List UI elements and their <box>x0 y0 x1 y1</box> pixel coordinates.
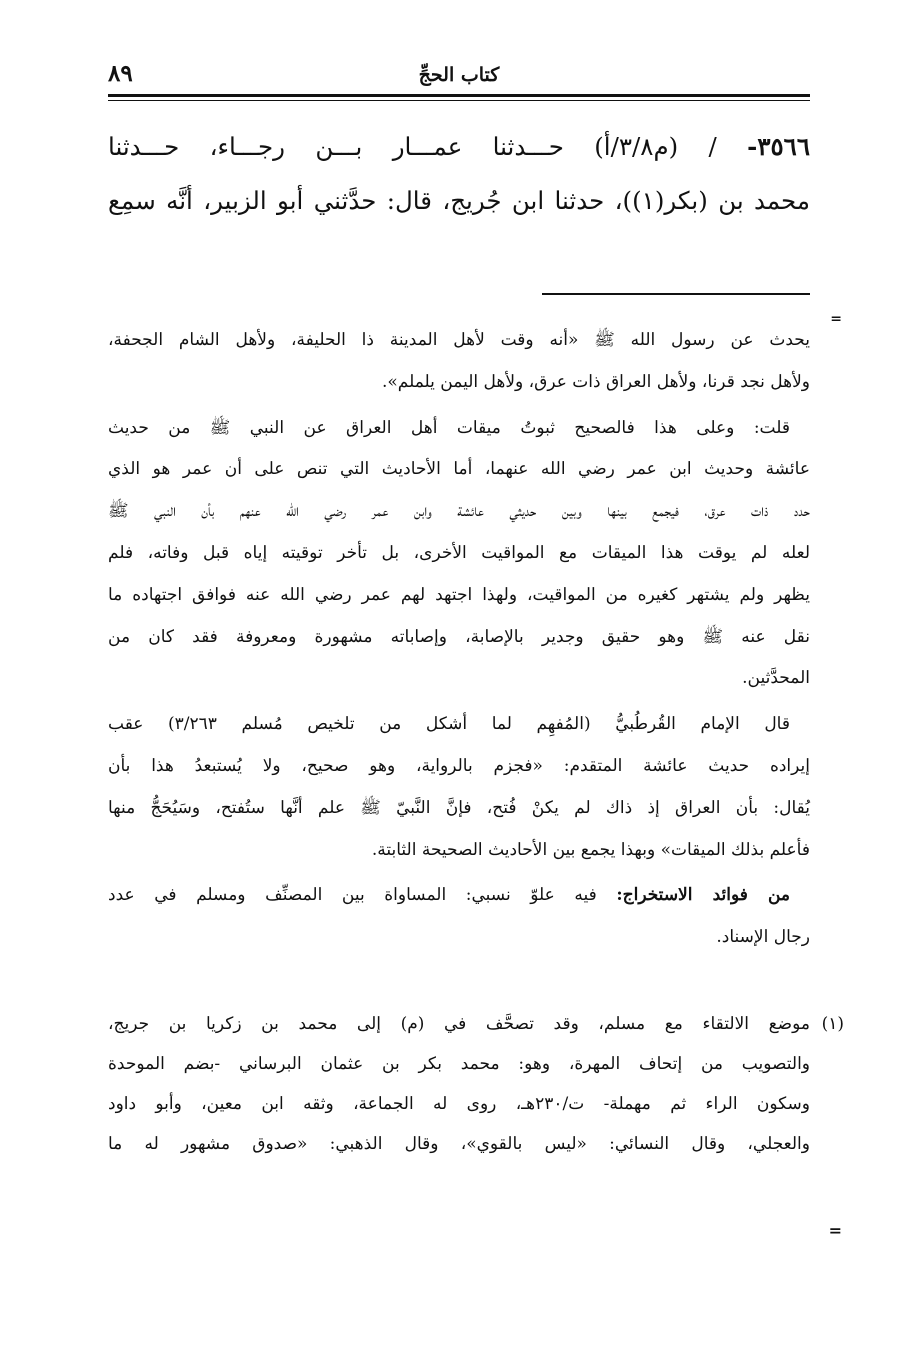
hadith-number: ٣٥٦٦- <box>747 132 810 161</box>
footnote <box>108 1004 844 1164</box>
text-line: إيراده حديث عائشة المتقدم: «فجزم بالرواية، وهو صحيح، ولا يُستبعدُ هذا بأن <box>108 755 810 776</box>
page-number: ٨٩ <box>108 60 133 87</box>
text-line: يظهر ولم يشتهر كغيره من المواقيت، ولهذا اجتهد لهم عمر رضي الله عنه فوافق اجتهاده ما <box>108 584 810 605</box>
text-line-rest: فيه علوّ نسبي: المساواة بين المصنِّف ومسلم في عدد <box>108 885 597 906</box>
text-line: فأعلم بذلك الميقات» وبهذا يجمع بين الأحاديث الصحيحة الثابتة. <box>371 839 810 860</box>
commentary-separator <box>542 293 810 295</box>
commentary <box>108 320 810 959</box>
book-title: كتاب الحجِّ <box>418 64 500 86</box>
commentary-paragraph-1 <box>108 320 810 404</box>
text-line: رجال الإسناد. <box>716 927 810 948</box>
footnote-line: والتصويب من إتحاف المهرة، وهو: محمد بكر بن عثمان البرساني -بضم الموحدة <box>108 1054 810 1074</box>
header-rule-thin <box>108 100 810 101</box>
commentary-paragraph-2 <box>108 408 810 701</box>
commentary-paragraph-4 <box>108 875 810 959</box>
text-line <box>108 875 810 917</box>
continuation-mark: = <box>830 311 842 327</box>
hadith-text <box>108 120 810 228</box>
hadith-line-2: محمد بن (بكر(١))، حدثنا ابن جُريج، قال: حدَّثني أبو الزبير، أنَّه سمِع <box>108 186 810 215</box>
footnote-continuation-mark: = <box>828 1221 842 1240</box>
commentary-paragraph-3 <box>108 704 810 871</box>
text-line: حدد ذات عرق، فيجمع بينها وبين حديثي عائشة وابن عمر رضي الله عنهم بأن النبي ﷺ <box>108 501 810 522</box>
footnote-body <box>108 1004 810 1164</box>
footnote-line: موضع الالتقاء مع مسلم، وقد تصحَّف في (م) إلى محمد بن زكريا بن جريج، <box>108 1014 810 1034</box>
footnote-line: وسكون الراء ثم مهملة- ت/٢٣٠هـ، روى له الجماعة، وثقه ابن معين، وأبو داود <box>108 1094 810 1114</box>
text-line: قال الإمام القُرطُبيُّ (المُفهِم لما أشكل من تلخيص مُسلم ٣/٢٦٣) عقب <box>108 714 790 735</box>
hadith-line-1 <box>108 120 810 174</box>
text-line: ولأهل نجد قرنا، ولأهل العراق ذات عرق، ولأهل اليمن يلملم». <box>381 371 810 392</box>
text-line: يحدث عن رسول الله ﷺ «أنه وقت لأهل المدينة ذا الحليفة، ولأهل الشام الجحفة، <box>108 330 810 350</box>
text-line: قلت: وعلى هذا فالصحيح ثبوتُ ميقات أهل العراق عن النبي ﷺ من حديث <box>108 417 790 438</box>
text-line: نقل عنه ﷺ وهو حقيق وجدير بالإصابة، وإصاباته مشهورة ومعروفة فقد كان من <box>108 626 810 647</box>
text-line: يُقال: بأن العراق إذ ذاك لم يكنْ فُتح، فإنَّ النَّبيّ ﷺ علم أنَّها ستُفتح، وسَيُحَجُّ منها <box>108 797 810 818</box>
text-line: المحدَّثين. <box>742 668 810 689</box>
text-line: لعله لم يوقت هذا الميقات مع المواقيت الأخرى، بل تأخر توقيته إياه قبل وفاته، فلم <box>108 542 810 563</box>
book-page <box>108 58 844 1318</box>
footnote-marker: (١) <box>821 1014 844 1034</box>
footnote-line: والعجلي، وقال النسائي: «ليس بالقوي»، وقال الذهبي: «صدوق مشهور له ما <box>108 1134 810 1154</box>
text-line: عائشة وحديث ابن عمر رضي الله عنهما، أما الأحاديث التي تنص على أن عمر هو الذي <box>108 459 810 480</box>
section-lead: من فوائد الاستخراج: <box>616 885 791 906</box>
running-header <box>108 58 810 92</box>
header-rule-thick <box>108 94 810 97</box>
hadith-line-1-text: / (م٣/٨/أ) حـــدثنا عمـــار بـــن رجـــاء، حـــدثنا <box>108 132 717 161</box>
